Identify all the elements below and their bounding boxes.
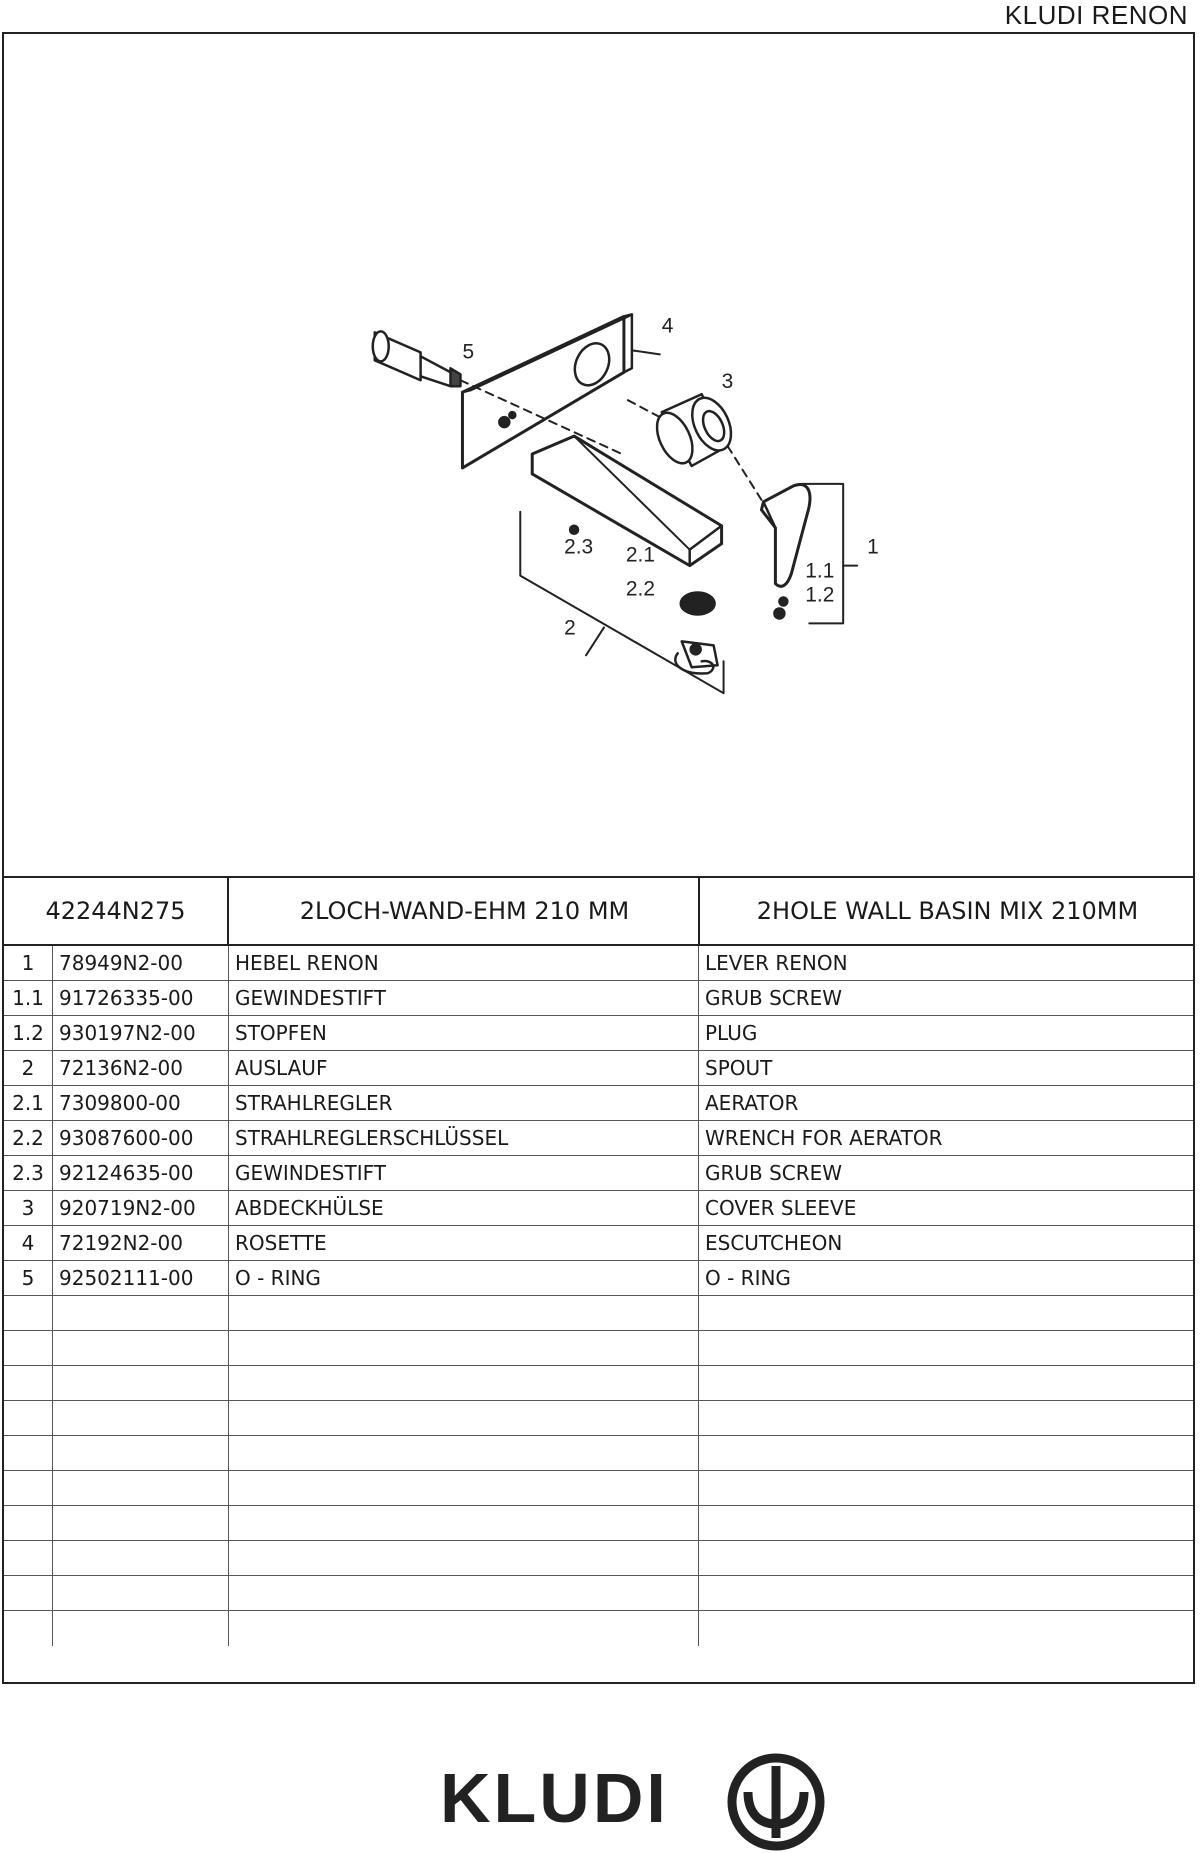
name-en-cell: COVER SLEEVE: [698, 1191, 1193, 1225]
table-row: [4, 1226, 1193, 1261]
callout-1-2: 1.2: [805, 583, 835, 607]
table-row: [4, 1016, 1193, 1051]
pos-cell: 1.2: [12, 1021, 44, 1045]
callout-1: 1: [867, 535, 879, 559]
logo-wordmark: KLUDI: [440, 1759, 669, 1837]
name-de-cell: ROSETTE: [228, 1226, 698, 1260]
parts-table: [4, 946, 1193, 1646]
part-number-cell: 920719N2-00: [52, 1191, 228, 1225]
callout-1-1: 1.1: [805, 559, 835, 583]
name-de-cell: HEBEL RENON: [228, 946, 698, 980]
pos-cell: 2.3: [12, 1161, 44, 1185]
name-en-cell: ESCUTCHEON: [698, 1226, 1193, 1260]
description-de: 2LOCH-WAND-EHM 210 MM: [227, 878, 700, 944]
table-row: [4, 946, 1193, 981]
name-de-cell: STRAHLREGLERSCHLÜSSEL: [228, 1121, 698, 1155]
name-en-cell: GRUB SCREW: [698, 981, 1193, 1015]
callout-2-1: 2.1: [625, 543, 655, 567]
callout-4: 4: [661, 314, 674, 338]
name-en-cell: O - RING: [698, 1261, 1193, 1295]
table-row: [4, 1121, 1193, 1156]
callout-3: 3: [721, 370, 734, 394]
part-number-cell: 7309800-00: [52, 1086, 228, 1120]
pos-cell: 3: [21, 1196, 35, 1220]
empty-table-row: [4, 1576, 1193, 1611]
product-header: [4, 876, 1193, 946]
part-1-lever: [761, 484, 809, 586]
part-3-cover-sleeve: [650, 392, 739, 469]
name-de-cell: STOPFEN: [228, 1016, 698, 1050]
pos-cell: 2: [21, 1056, 35, 1080]
empty-table-row: [4, 1611, 1193, 1646]
table-row: [4, 981, 1193, 1016]
pos-cell: 1.1: [12, 986, 44, 1010]
part-number-cell: 93087600-00: [52, 1121, 228, 1155]
table-row: [4, 1086, 1193, 1121]
callout-5: 5: [462, 340, 475, 364]
exploded-view-diagram: [4, 34, 1193, 876]
pos-cell: 2.1: [12, 1091, 44, 1115]
name-de-cell: STRAHLREGLER: [228, 1086, 698, 1120]
callout-2-3: 2.3: [564, 535, 594, 559]
callout-2-2: 2.2: [625, 577, 655, 601]
part-number-cell: 930197N2-00: [52, 1016, 228, 1050]
name-en-cell: AERATOR: [698, 1086, 1193, 1120]
name-de-cell: O - RING: [228, 1261, 698, 1295]
empty-table-row: [4, 1471, 1193, 1506]
name-en-cell: LEVER RENON: [698, 946, 1193, 980]
empty-table-row: [4, 1296, 1193, 1331]
table-row: [4, 1156, 1193, 1191]
empty-table-row: [4, 1436, 1193, 1471]
name-de-cell: AUSLAUF: [228, 1051, 698, 1085]
empty-table-row: [4, 1541, 1193, 1576]
empty-table-row: [4, 1506, 1193, 1541]
name-en-cell: GRUB SCREW: [698, 1156, 1193, 1190]
name-en-cell: SPOUT: [698, 1051, 1193, 1085]
name-de-cell: GEWINDESTIFT: [228, 981, 698, 1015]
part-number-cell: 92502111-00: [52, 1261, 228, 1295]
empty-table-row: [4, 1401, 1193, 1436]
article-number: 42244N275: [45, 897, 186, 925]
part-number-cell: 92124635-00: [52, 1156, 228, 1190]
part-2-1-aerator: [681, 593, 715, 615]
document-title: KLUDI RENON: [1004, 0, 1188, 30]
part-number-cell: 72136N2-00: [52, 1051, 228, 1085]
table-row: [4, 1191, 1193, 1226]
part-4-escutcheon: [462, 314, 631, 467]
name-en-cell: PLUG: [698, 1016, 1193, 1050]
name-en-cell: WRENCH FOR AERATOR: [698, 1121, 1193, 1155]
description-en: 2HOLE WALL BASIN MIX 210MM: [698, 878, 1195, 944]
drawing-frame: [2, 32, 1195, 1684]
part-5-o-ring: [373, 331, 461, 386]
name-de-cell: ABDECKHÜLSE: [228, 1191, 698, 1225]
pos-cell: 5: [21, 1266, 35, 1290]
name-de-cell: GEWINDESTIFT: [228, 1156, 698, 1190]
empty-table-row: [4, 1366, 1193, 1401]
part-number-cell: 91726335-00: [52, 981, 228, 1015]
callout-2: 2: [564, 616, 576, 640]
table-row: [4, 1261, 1193, 1296]
part-number-cell: 78949N2-00: [52, 946, 228, 980]
pos-cell: 4: [21, 1231, 35, 1255]
pos-cell: 2.2: [12, 1126, 44, 1150]
kludi-logo-icon: [726, 1752, 826, 1852]
kludi-logo: [440, 1752, 830, 1852]
pos-cell: 1: [21, 951, 35, 975]
empty-table-row: [4, 1331, 1193, 1366]
part-number-cell: 72192N2-00: [52, 1226, 228, 1260]
table-row: [4, 1051, 1193, 1086]
